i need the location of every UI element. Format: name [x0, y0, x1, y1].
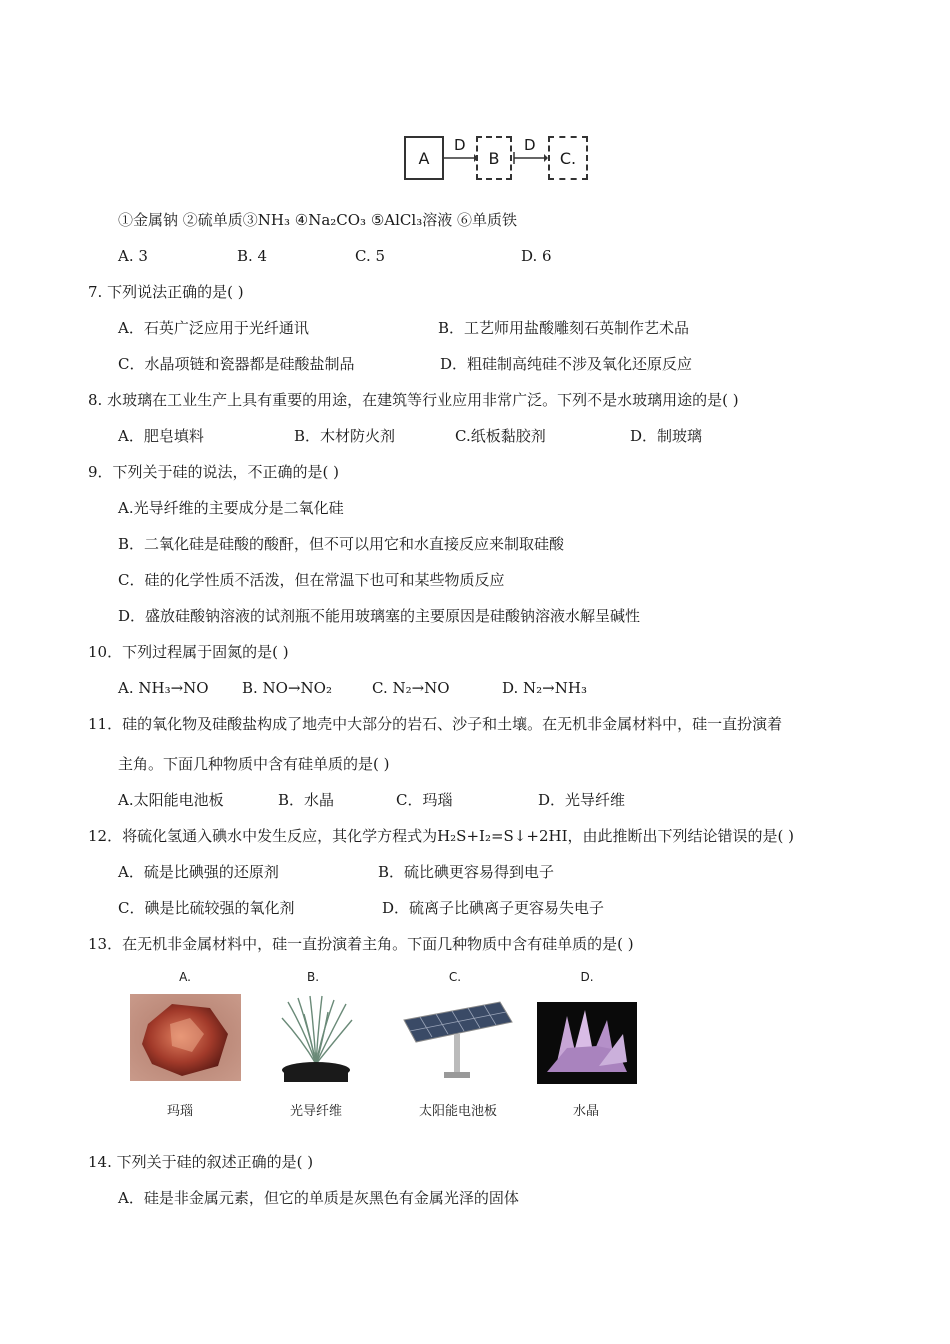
q6-substances: ①金属钠 ②硫单质③NH₃ ④Na₂CO₃ ⑤AlCl₃溶液 ⑥单质铁	[118, 211, 517, 229]
q6-option-b: B. 4	[237, 247, 268, 265]
q12-option-a: A．硫是比碘强的还原剂	[118, 863, 279, 881]
diagram-box-c: C.	[548, 136, 588, 180]
q8-option-d: D．制玻璃	[630, 427, 703, 445]
q10-stem: 10．下列过程属于固氮的是( )	[88, 643, 289, 661]
q13-pic-c-letter: C.	[448, 970, 462, 984]
q6-option-c: C. 5	[355, 247, 386, 265]
agate-image	[130, 994, 241, 1081]
q9-option-d: D．盛放硅酸钠溶液的试剂瓶不能用玻璃塞的主要原因是硅酸钠溶液水解呈碱性	[118, 607, 641, 625]
q7-stem: 7. 下列说法正确的是( )	[88, 283, 244, 301]
diagram-box-a: A	[404, 136, 444, 180]
q7-option-c: C．水晶项链和瓷器都是硅酸盐制品	[118, 355, 355, 373]
crystal-image	[537, 1002, 637, 1084]
q14-option-a: A．硅是非金属元素，但它的单质是灰黑色有金属光泽的固体	[118, 1189, 519, 1207]
q7-option-a: A．石英广泛应用于光纤通讯	[118, 319, 309, 337]
q10-option-c: C. N₂→NO	[372, 679, 450, 697]
q13-pic-c-caption: 太阳能电池板	[418, 1104, 497, 1119]
q6-option-a: A. 3	[118, 247, 148, 265]
solar-panel-image	[400, 994, 516, 1082]
q11-option-c: C．玛瑙	[396, 791, 453, 809]
q12-option-d: D．硫离子比碘离子更容易失电子	[382, 899, 605, 917]
flow-diagram	[398, 132, 594, 184]
q8-option-b: B．木材防火剂	[294, 427, 396, 445]
q9-option-a: A.光导纤维的主要成分是二氧化硅	[118, 499, 344, 517]
q8-stem: 8. 水玻璃在工业生产上具有重要的用途，在建筑等行业应用非常广泛。下列不是水玻璃用途的是( )	[88, 391, 739, 409]
q9-option-b: B．二氧化硅是硅酸的酸酐，但不可以用它和水直接反应来制取硅酸	[118, 535, 565, 553]
q9-option-c: C．硅的化学性质不活泼，但在常温下也可和某些物质反应	[118, 571, 505, 589]
q10-option-b: B. NO→NO₂	[242, 679, 332, 697]
q13-pic-b-letter: B.	[306, 970, 320, 984]
q14-stem: 14. 下列关于硅的叙述正确的是( )	[88, 1153, 314, 1171]
q13-pic-d-caption: 水晶	[572, 1104, 599, 1119]
q13-stem: 13．在无机非金属材料中，硅一直扮演着主角。下面几种物质中含有硅单质的是( )	[88, 935, 634, 953]
diagram-arrow-2-label: D	[524, 136, 536, 154]
q9-stem: 9．下列关于硅的说法，不正确的是( )	[88, 463, 340, 481]
q11-option-d: D．光导纤维	[538, 791, 626, 809]
q10-option-a: A. NH₃→NO	[118, 679, 209, 697]
q11-stem-line2: 主角。下面几种物质中含有硅单质的是( )	[118, 755, 390, 773]
q7-option-b: B．工艺师用盐酸雕刻石英制作艺术品	[438, 319, 690, 337]
q13-pic-a-caption: 玛瑙	[166, 1104, 193, 1119]
q8-option-a: A．肥皂填料	[118, 427, 204, 445]
q12-stem: 12．将硫化氢通入碘水中发生反应，其化学方程式为H₂S+I₂=S↓+2HI，由此推断出下列结论错误的是( )	[88, 827, 794, 845]
q11-stem-line1: 11．硅的氧化物及硅酸盐构成了地壳中大部分的岩石、沙子和土壤。在无机非金属材料中，硅一直扮演着	[88, 715, 783, 733]
diagram-arrow-1-label: D	[454, 136, 466, 154]
q7-option-d: D．粗硅制高纯硅不涉及氧化还原反应	[440, 355, 693, 373]
q10-option-d: D. N₂→NH₃	[502, 679, 587, 697]
q12-option-b: B．硫比碘更容易得到电子	[378, 863, 555, 881]
q6-option-d: D. 6	[521, 247, 552, 265]
q13-pic-d-letter: D.	[580, 970, 594, 984]
q11-option-a: A.太阳能电池板	[118, 791, 224, 809]
q12-option-c: C．碘是比硫较强的氧化剂	[118, 899, 295, 917]
diagram-box-b: B	[476, 136, 512, 180]
q13-pic-a-letter: A.	[179, 970, 191, 984]
optical-fiber-image	[276, 994, 356, 1082]
q11-option-b: B．水晶	[278, 791, 335, 809]
q8-option-c: C.纸板黏胶剂	[455, 427, 546, 445]
q13-pic-b-caption: 光导纤维	[289, 1104, 342, 1119]
